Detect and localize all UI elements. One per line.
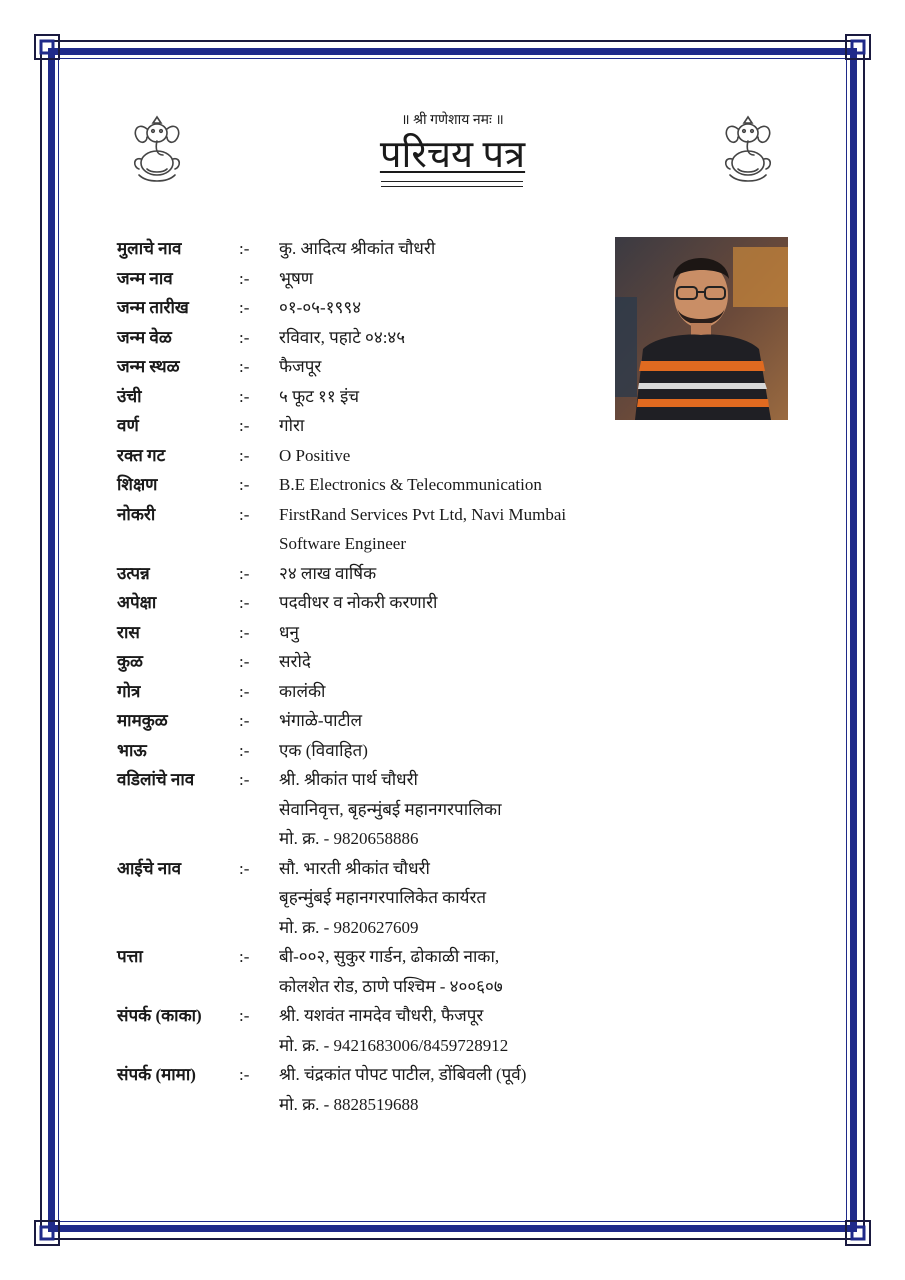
detail-value-line: B.E Electronics & Telecommunication (279, 475, 542, 494)
detail-label: संपर्क (मामा) (117, 1065, 196, 1084)
detail-separator: :- (239, 652, 250, 671)
detail-value (279, 677, 617, 707)
detail-value (279, 500, 617, 559)
detail-label: रास (117, 622, 140, 642)
detail-label: रक्त गट (117, 445, 166, 465)
corner-ornament-icon (34, 1220, 60, 1246)
invocation-text: ॥ श्री गणेशाय नमः ॥ (401, 113, 504, 128)
detail-separator: :- (239, 416, 250, 435)
detail-separator: :- (239, 858, 250, 878)
title-double-underline (381, 181, 523, 187)
ganesh-icon (127, 111, 187, 185)
detail-separator: :- (239, 593, 250, 612)
detail-value (279, 441, 617, 471)
detail-value-line: धनु (279, 622, 299, 642)
detail-separator: :- (239, 1006, 250, 1025)
detail-value (279, 293, 617, 323)
detail-value-line: सरोदे (279, 652, 311, 671)
detail-value-line: श्री. श्रीकांत पार्थ चौधरी (279, 770, 418, 789)
detail-row (117, 1060, 617, 1119)
detail-value-line: श्री. चंद्रकांत पोपट पाटील, डोंबिवली (पूर्व) (279, 1065, 527, 1084)
detail-row (117, 706, 617, 736)
detail-separator: :- (239, 504, 250, 524)
detail-value-line: बी-००२, सुकुर गार्डन, ढोकाळी नाका, (279, 947, 500, 966)
detail-value-line: एक (विवाहित) (279, 740, 368, 760)
detail-separator: :- (239, 239, 250, 258)
detail-value-line: श्री. यशवंत नामदेव चौधरी, फैजपूर (279, 1006, 484, 1025)
detail-row (117, 588, 617, 618)
detail-value-line: ०१-०५-१९९४ (279, 298, 362, 317)
detail-value (279, 382, 617, 412)
detail-value-line: कु. आदित्य श्रीकांत चौधरी (279, 239, 436, 258)
detail-label: संपर्क (काका) (117, 1006, 202, 1025)
detail-row (117, 1001, 617, 1060)
detail-value (279, 352, 617, 382)
detail-value (279, 323, 617, 353)
detail-value (279, 706, 617, 736)
ganesh-icon (718, 111, 778, 185)
detail-value (279, 618, 617, 648)
detail-row (117, 942, 617, 1001)
detail-label: मामकुळ (117, 711, 168, 730)
detail-separator: :- (239, 947, 250, 966)
profile-photo (615, 237, 788, 420)
detail-value (279, 588, 617, 618)
detail-label: जन्म तारीख (117, 298, 189, 317)
detail-value (279, 736, 617, 766)
detail-separator: :- (239, 475, 250, 494)
detail-value (279, 264, 617, 294)
detail-value-line: बृहन्मुंबई महानगरपालिकेत कार्यरत (279, 888, 487, 907)
detail-value-line: Software Engineer (279, 534, 406, 553)
detail-row (117, 500, 617, 559)
details-list (117, 234, 617, 1119)
detail-value (279, 854, 617, 943)
detail-label: वडिलांचे नाव (117, 770, 195, 789)
detail-value (279, 470, 617, 500)
detail-value-line: कालंकी (279, 681, 326, 701)
detail-value-line: O Positive (279, 445, 351, 465)
detail-label: आईचे नाव (117, 858, 182, 878)
detail-label: उत्पन्न (117, 563, 150, 583)
detail-row (117, 234, 617, 264)
title-container (300, 133, 605, 177)
detail-row (117, 854, 617, 943)
detail-label: वर्ण (117, 416, 139, 435)
corner-ornament-icon (34, 34, 60, 60)
detail-label: जन्म स्थळ (117, 357, 180, 376)
detail-label: अपेक्षा (117, 593, 157, 612)
detail-separator: :- (239, 327, 250, 347)
detail-separator: :- (239, 268, 250, 288)
detail-value-line: कोलशेत रोड, ठाणे पश्चिम - ४००६०७ (279, 976, 503, 996)
detail-row (117, 470, 617, 500)
detail-value (279, 1060, 617, 1119)
detail-value-line: भूषण (279, 268, 314, 288)
detail-row (117, 765, 617, 854)
detail-value-line: गोरा (279, 416, 305, 435)
detail-row (117, 382, 617, 412)
detail-value (279, 942, 617, 1001)
detail-value-line: FirstRand Services Pvt Ltd, Navi Mumbai (279, 504, 567, 524)
detail-value-line: भंगाळे-पाटील (279, 711, 363, 730)
detail-value-line: पदवीधर व नोकरी करणारी (279, 593, 438, 612)
detail-value-line: २४ लाख वार्षिक (279, 563, 377, 583)
detail-label: शिक्षण (117, 475, 158, 494)
detail-separator: :- (239, 681, 250, 701)
detail-label: गोत्र (117, 681, 141, 701)
detail-row (117, 736, 617, 766)
detail-row (117, 323, 617, 353)
corner-ornament-icon (845, 1220, 871, 1246)
detail-label: कुळ (117, 652, 143, 671)
detail-separator: :- (239, 357, 250, 376)
detail-value (279, 559, 617, 589)
detail-value-line: सौ. भारती श्रीकांत चौधरी (279, 858, 430, 878)
detail-row (117, 647, 617, 677)
detail-label: भाऊ (117, 740, 147, 760)
detail-value (279, 234, 617, 264)
detail-separator: :- (239, 622, 250, 642)
detail-row (117, 264, 617, 294)
detail-row (117, 559, 617, 589)
detail-row (117, 352, 617, 382)
detail-value (279, 411, 617, 441)
detail-label: मुलाचे नाव (117, 239, 182, 258)
detail-label: जन्म वेळ (117, 327, 172, 347)
detail-row (117, 441, 617, 471)
detail-separator: :- (239, 445, 250, 465)
detail-value (279, 1001, 617, 1060)
detail-separator: :- (239, 1065, 250, 1084)
detail-label: पत्ता (117, 947, 143, 966)
detail-value-line: मो. क्र. - 8828519688 (279, 1094, 419, 1114)
detail-separator: :- (239, 563, 250, 583)
detail-value-line: रविवार, पहाटे ०४:४५ (279, 327, 406, 347)
detail-label: उंची (117, 386, 142, 406)
page-title: परिचय पत्र (379, 134, 526, 176)
detail-separator: :- (239, 386, 250, 406)
detail-value-line: मो. क्र. - 9820658886 (279, 829, 419, 848)
detail-value-line: सेवानिवृत्त, बृहन्मुंबई महानगरपालिका (279, 799, 502, 819)
detail-value (279, 765, 617, 854)
detail-label: जन्म नाव (117, 268, 173, 288)
detail-row (117, 411, 617, 441)
detail-value (279, 647, 617, 677)
detail-row (117, 293, 617, 323)
detail-separator: :- (239, 298, 250, 317)
detail-row (117, 618, 617, 648)
corner-ornament-icon (845, 34, 871, 60)
detail-value-line: मो. क्र. - 9820627609 (279, 917, 419, 937)
detail-value-line: मो. क्र. - 9421683006/8459728912 (279, 1035, 509, 1055)
detail-separator: :- (239, 770, 250, 789)
detail-separator: :- (239, 711, 250, 730)
detail-label: नोकरी (117, 504, 156, 524)
detail-value-line: फैजपूर (279, 357, 322, 376)
detail-separator: :- (239, 740, 250, 760)
detail-value-line: ५ फूट ११ इंच (279, 386, 360, 406)
detail-row (117, 677, 617, 707)
